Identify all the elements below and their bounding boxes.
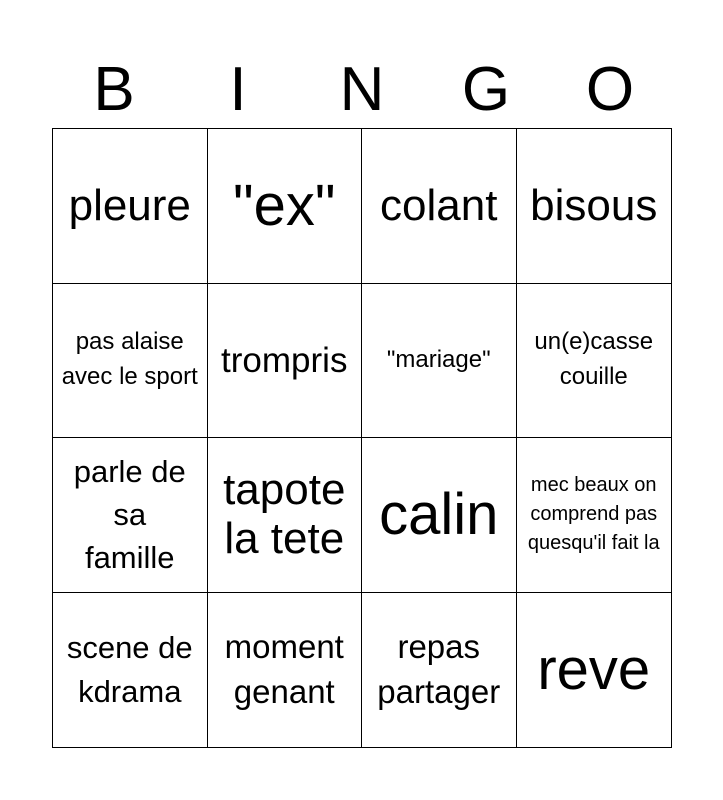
cell-text: bisous bbox=[530, 180, 658, 230]
bingo-cell[interactable] bbox=[208, 593, 363, 748]
cell-text: calin bbox=[379, 481, 499, 547]
bingo-cell[interactable] bbox=[362, 593, 517, 748]
bingo-cell[interactable] bbox=[53, 129, 208, 284]
cell-text: reve bbox=[537, 636, 651, 702]
bingo-cell[interactable] bbox=[517, 284, 672, 439]
cell-text: repas partager bbox=[377, 628, 501, 710]
cell-text: "ex" bbox=[233, 172, 336, 238]
header-letter-n: N bbox=[339, 55, 385, 124]
cell-text: colant bbox=[380, 180, 498, 230]
header-letter-o: O bbox=[585, 55, 635, 124]
cell-text: un(e)casse couille bbox=[534, 328, 654, 391]
cell-text: trompris bbox=[221, 340, 348, 380]
header-letter-i: I bbox=[229, 55, 247, 124]
header-letter-g: G bbox=[461, 55, 511, 124]
bingo-cell[interactable] bbox=[53, 593, 208, 748]
header-letter-b: B bbox=[93, 55, 135, 124]
bingo-header bbox=[52, 52, 672, 128]
cell-text: pleure bbox=[68, 180, 191, 230]
bingo-cell[interactable] bbox=[208, 438, 363, 593]
cell-text: moment genant bbox=[224, 628, 344, 710]
bingo-cell[interactable] bbox=[362, 129, 517, 284]
bingo-cell[interactable] bbox=[208, 129, 363, 284]
bingo-cell[interactable] bbox=[517, 129, 672, 284]
cell-text: scene de kdrama bbox=[66, 630, 193, 709]
cell-text: parle de sa famille bbox=[73, 453, 186, 576]
bingo-cell[interactable] bbox=[517, 438, 672, 593]
cell-text: tapote la tete bbox=[223, 465, 346, 563]
bingo-cell[interactable] bbox=[362, 438, 517, 593]
bingo-cell[interactable] bbox=[53, 284, 208, 439]
bingo-grid bbox=[52, 128, 672, 748]
bingo-cell[interactable] bbox=[362, 284, 517, 439]
bingo-cell[interactable] bbox=[208, 284, 363, 439]
cell-text: "mariage" bbox=[386, 345, 491, 373]
cell-text: pas alaise avec le sport bbox=[61, 328, 198, 391]
bingo-cell[interactable] bbox=[517, 593, 672, 748]
cell-text: mec beaux on comprend pas quesqu'il fait la bbox=[527, 474, 660, 555]
bingo-cell[interactable] bbox=[53, 438, 208, 593]
